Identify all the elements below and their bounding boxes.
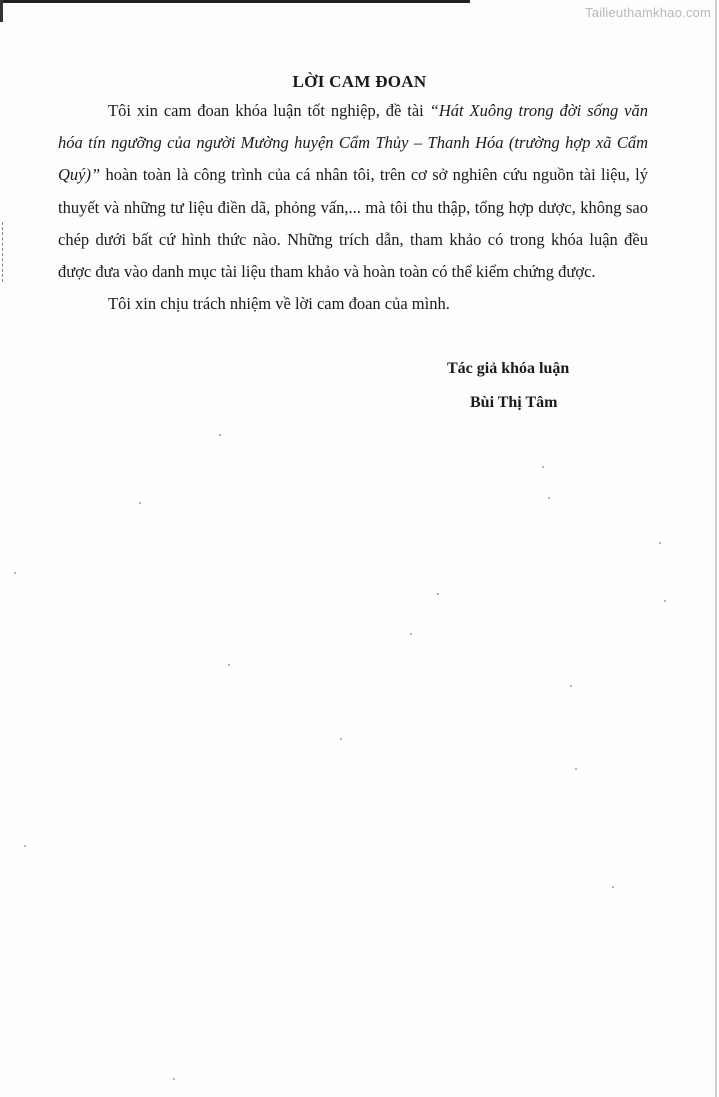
left-edge-mark [0,0,3,22]
scan-speck [575,768,577,770]
scan-speck [542,466,544,468]
signature-name: Bùi Thị Tâm [470,394,558,411]
paragraph-rest: hoàn toàn là công trình của cá nhân tôi, trên cơ sở nghiên cứu nguồn tài liệu, lý thuyết và những tư liệu điền dã, phỏng vấn,... mà tôi thu thập, tổng hợp dược, không sao chép dưới bất cứ hình thức nào. Những trích dẫn, tham khảo có trong khóa luận đều được đưa vào danh mục tài liệu tham khảo và hoàn toàn có thể kiểm chứng được. [58,165,648,282]
scan-speck [612,886,614,888]
right-scan-edge [715,0,717,1097]
scan-speck [139,502,141,504]
scan-speck [173,1078,175,1080]
scan-speck [570,685,572,687]
scan-speck [24,845,26,847]
scan-speck [659,542,661,544]
scan-speck [410,633,412,635]
scan-speck [548,497,550,499]
signature-role: Tác giả khóa luận [447,360,570,377]
watermark: Tailieuthamkhao.com [585,5,711,20]
scan-speck [219,434,221,436]
scan-speck [228,664,230,666]
top-border-line [0,0,470,3]
declaration-paragraph [58,95,648,288]
responsibility-paragraph: Tôi xin chịu trách nhiệm về lời cam đoan của mình. [108,294,450,314]
left-margin-dashes [2,222,4,282]
scan-speck [14,572,16,574]
page-title: LỜI CAM ĐOAN [292,72,427,91]
scan-speck [437,593,439,595]
scan-speck [340,738,342,740]
declaration-body [58,95,648,320]
scan-speck [664,600,666,602]
paragraph-lead: Tôi xin cam đoan khóa luận tốt nghiệp, đề tài [108,101,430,120]
thesis-topic: “Hát Xuông trong đời sống văn hóa tín ngưỡng của người Mường huyện Cẩm Thủy – Thanh Hóa (trường hợp xã Cẩm Quý)” [58,101,648,185]
